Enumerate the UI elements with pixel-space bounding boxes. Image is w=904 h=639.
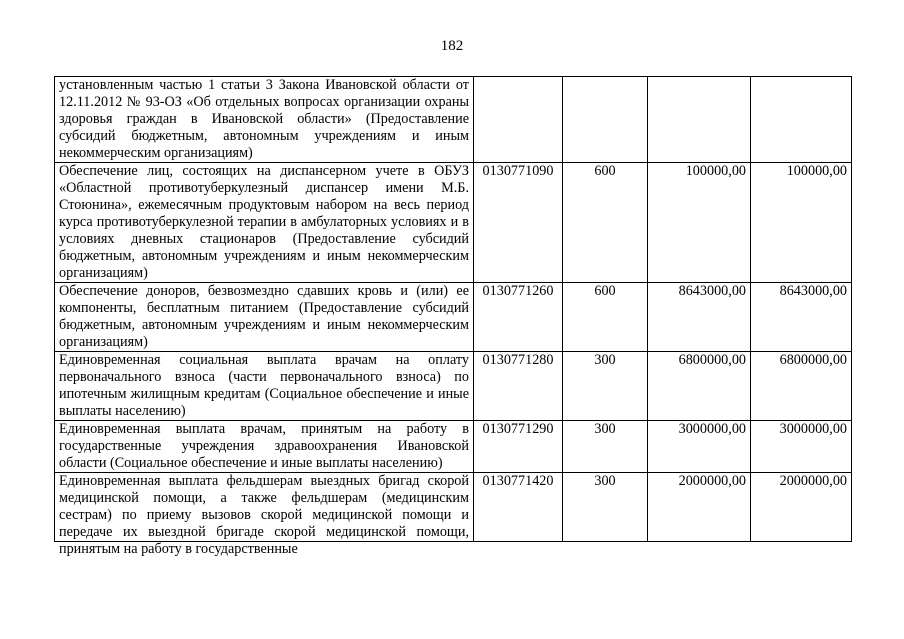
row-target-code	[474, 77, 563, 163]
row-amount-year-1	[648, 77, 751, 163]
row-target-code: 0130771260	[474, 283, 563, 352]
row-amount-year-1: 6800000,00	[648, 352, 751, 421]
row-amount-year-1: 100000,00	[648, 163, 751, 283]
row-amount-year-2: 6800000,00	[751, 352, 852, 421]
row-amount-year-2: 3000000,00	[751, 421, 852, 473]
table-row	[55, 163, 852, 283]
row-amount-year-2	[751, 77, 852, 163]
row-amount-year-1: 3000000,00	[648, 421, 751, 473]
row-description: Единовременная социальная выплата врачам на оплату первоначального взноса (части первоначального взноса) по ипотечным жилищным кредитам (Социальное обеспечение и иные выплаты населению)	[55, 352, 474, 421]
table-row	[55, 283, 852, 352]
row-expense-type: 300	[563, 473, 648, 542]
row-expense-type: 600	[563, 163, 648, 283]
row-description: Единовременная выплата фельдшерам выездных бригад скорой медицинской помощи, а также фельдшерам (медицинским сестрам) по приему вызовов скорой медицинской помощи и передаче их выездной бригаде скорой медицинской помощи, принятым на работу в государственные	[55, 473, 474, 542]
row-amount-year-2: 2000000,00	[751, 473, 852, 542]
table-row	[55, 352, 852, 421]
row-target-code: 0130771280	[474, 352, 563, 421]
row-expense-type: 300	[563, 352, 648, 421]
row-description: Обеспечение доноров, безвозмездно сдавших кровь и (или) ее компоненты, бесплатным питанием (Предоставление субсидий бюджетным, автономным учреждениям и иным некоммерческим организациям)	[55, 283, 474, 352]
table-row	[55, 77, 852, 163]
budget-table	[54, 76, 852, 557]
table-row	[55, 421, 852, 473]
row-target-code: 0130771420	[474, 473, 563, 542]
row-amount-year-1: 2000000,00	[648, 473, 751, 542]
row-description: Обеспечение лиц, состоящих на диспансерном учете в ОБУЗ «Областной противотуберкулезный диспансер имени М.Б. Стоюнина», ежемесячным продуктовым набором на весь период курса противотуберкулезной терапии в амбулаторных условиях и в условиях дневных стационаров (Предоставление субсидий бюджетным, автономным учреждениям и иным некоммерческим организациям)	[55, 163, 474, 283]
row-amount-year-2: 100000,00	[751, 163, 852, 283]
row-amount-year-2: 8643000,00	[751, 283, 852, 352]
row-target-code: 0130771290	[474, 421, 563, 473]
row-description: Единовременная выплата врачам, принятым на работу в государственные учреждения здравоохранения Ивановской области (Социальное обеспечение и иные выплаты населению)	[55, 421, 474, 473]
page-number: 182	[440, 38, 464, 54]
row-amount-year-1: 8643000,00	[648, 283, 751, 352]
table-row	[55, 473, 852, 542]
row-target-code: 0130771090	[474, 163, 563, 283]
row-expense-type	[563, 77, 648, 163]
row-description: установленным частью 1 статьи 3 Закона Ивановской области от 12.11.2012 № 93-ОЗ «Об отдельных вопросах организации охраны здоровья граждан в Ивановской области» (Предоставление субсидий бюджетным, автономным учреждениям и иным некоммерческим организациям)	[55, 77, 474, 163]
row-expense-type: 600	[563, 283, 648, 352]
row-expense-type: 300	[563, 421, 648, 473]
